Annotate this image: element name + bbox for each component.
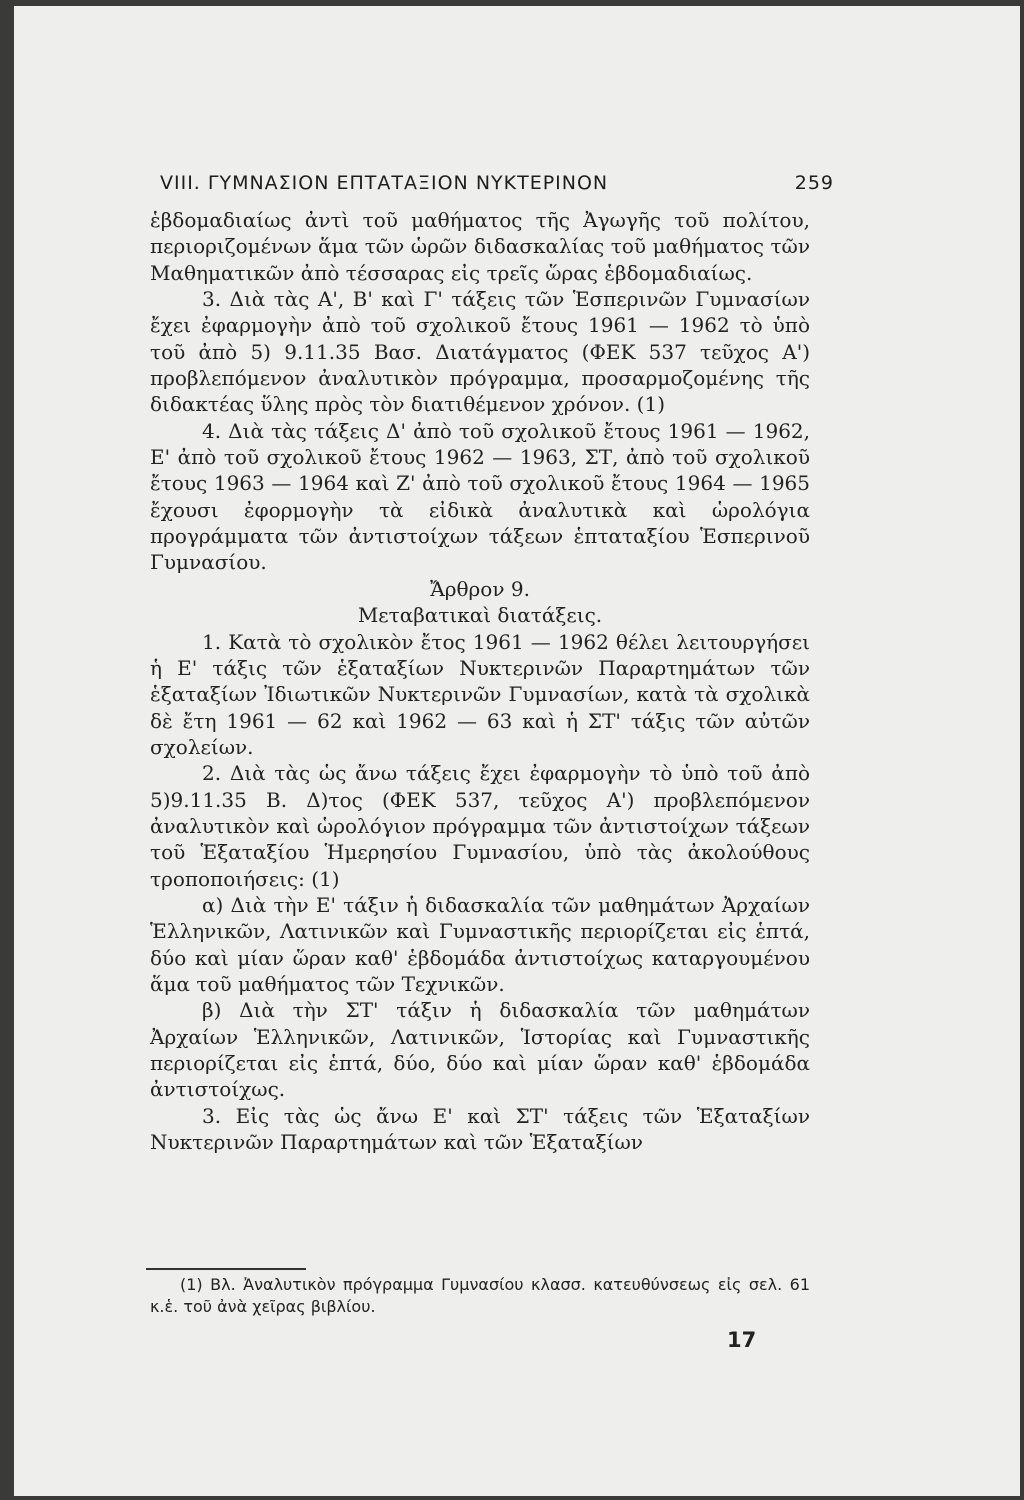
page-header: [160, 166, 840, 200]
page-number: 259: [794, 172, 834, 194]
paragraph-subitem-b: β) Διὰ τὴν ΣΤ' τάξιν ἡ διδασκαλία τῶν μαθημάτων Ἀρχαίων Ἑλληνικῶν, Λατινικῶν, Ἱστορίας καὶ Γυμναστικῆς περιορίζεται εἰς ἑπτά, δύο, δύο καὶ μίαν ὥραν καθ' ἑβδομάδα ἀντιστοίχως.: [150, 998, 810, 1102]
article-subheading: Μεταβατικαὶ διατάξεις.: [357, 603, 603, 628]
footnote: (1) Βλ. Ἀναλυτικὸν πρόγραμμα Γυμνασίου κλασσ. κατευθύνσεως εἰς σελ. 61 κ.ἑ. τοῦ ἀνὰ χεῖρας βιβλίου.: [150, 1275, 810, 1316]
paragraph-item-3: 3. Διὰ τὰς Α', Β' καὶ Γ' τάξεις τῶν Ἑσπερινῶν Γυμνασίων ἔχει ἐφαρμογὴν ἀπὸ τοῦ σχολικοῦ ἔτους 1961 — 1962 τὸ ὑπὸ τοῦ ἀπὸ 5) 9.11.35 Βασ. Διατάγματος (ΦΕΚ 537 τεῦχος Α') προβλεπόμενον ἀναλυτικὸν πρόγραμμα, προσαρμοζομένης τῆς διδακτέας ὕλης πρὸς τὸν διατιθέμενον χρόνον. (1): [150, 287, 810, 417]
paragraph-subitem-a: α) Διὰ τὴν Ε' τάξιν ἡ διδασκαλία τῶν μαθημάτων Ἀρχαίων Ἑλληνικῶν, Λατινικῶν καὶ Γυμναστικῆς περιορίζεται εἰς ἑπτά, δύο καὶ μίαν ὥραν καθ' ἑβδομάδα ἀντιστοίχως καταργουμένου ἅμα τοῦ μαθήματος τῶν Τεχνικῶν.: [150, 892, 810, 996]
body-text: [150, 207, 810, 1155]
signature-mark: 17: [727, 1328, 757, 1352]
paragraph-item-4: 4. Διὰ τὰς τάξεις Δ' ἀπὸ τοῦ σχολικοῦ ἔτους 1961 — 1962, Ε' ἀπὸ τοῦ σχολικοῦ ἔτους 1962 — 1963, ΣΤ, ἀπὸ τοῦ σχολικοῦ ἔτους 1963 — 1964 καὶ Ζ' ἀπὸ τοῦ σχολικοῦ ἔτους 1964 — 1965 ἔχουσι ἐφορμογὴν τὰ εἰδικὰ ἀναλυτικὰ καὶ ὡρολόγια προγράμματα τῶν ἀντιστοίχων τάξεων ἑπταταξίου Ἑσπερινοῦ Γυμνασίου.: [150, 418, 810, 575]
footnote-rule: [146, 1268, 306, 1270]
article-heading: Ἄρθρον 9.: [430, 576, 530, 601]
paragraph-art9-item-3: 3. Εἰς τὰς ὡς ἄνω Ε' καὶ ΣΤ' τάξεις τῶν Ἑξαταξίων Νυκτερινῶν Παραρτημάτων καὶ τῶν Ἑξαταξίων: [150, 1103, 810, 1155]
paragraph-continuation: ἑβδομαδιαίως ἀντὶ τοῦ μαθήματος τῆς Ἀγωγῆς τοῦ πολίτου, περιοριζομένων ἅμα τῶν ὡρῶν διδασκαλίας τοῦ μαθήματος τῶν Μαθηματικῶν ἀπὸ τέσσαρας εἰς τρεῖς ὥρας ἑβδομαδιαίως.: [150, 208, 810, 285]
paragraph-art9-item-2: 2. Διὰ τὰς ὡς ἄνω τάξεις ἔχει ἐφαρμογὴν τὸ ὑπὸ τοῦ ἀπὸ 5)9.11.35 Β. Δ)τος (ΦΕΚ 537, τεῦχος Α') προβλεπόμενον ἀναλυτικὸν καὶ ὡρολόγιον πρόγραμμα τῶν ἀντιστοίχων τάξεων τοῦ Ἑξαταξίου Ἡμερησίου Γυμνασίου, ὑπὸ τὰς ἀκολούθους τροποποιήσεις: (1): [150, 761, 810, 891]
running-head: VIII. ΓΥΜΝΑΣΙΟΝ ΕΠΤΑΤΑΞΙΟΝ ΝΥΚΤΕΡΙΝΟΝ: [160, 172, 609, 194]
paragraph-art9-item-1: 1. Κατὰ τὸ σχολικὸν ἔτος 1961 — 1962 θέλει λειτουργήσει ἡ Ε' τάξις τῶν ἑξαταξίων Νυκτερινῶν Παραρτημάτων τῶν ἑξαταξίων Ἰδιωτικῶν Νυκτερινῶν Γυμνασίων, κατὰ τὰ σχολικὰ δὲ ἔτη 1961 — 62 καὶ 1962 — 63 καὶ ἡ ΣΤ' τάξις τῶν αὐτῶν σχολείων.: [150, 629, 810, 759]
